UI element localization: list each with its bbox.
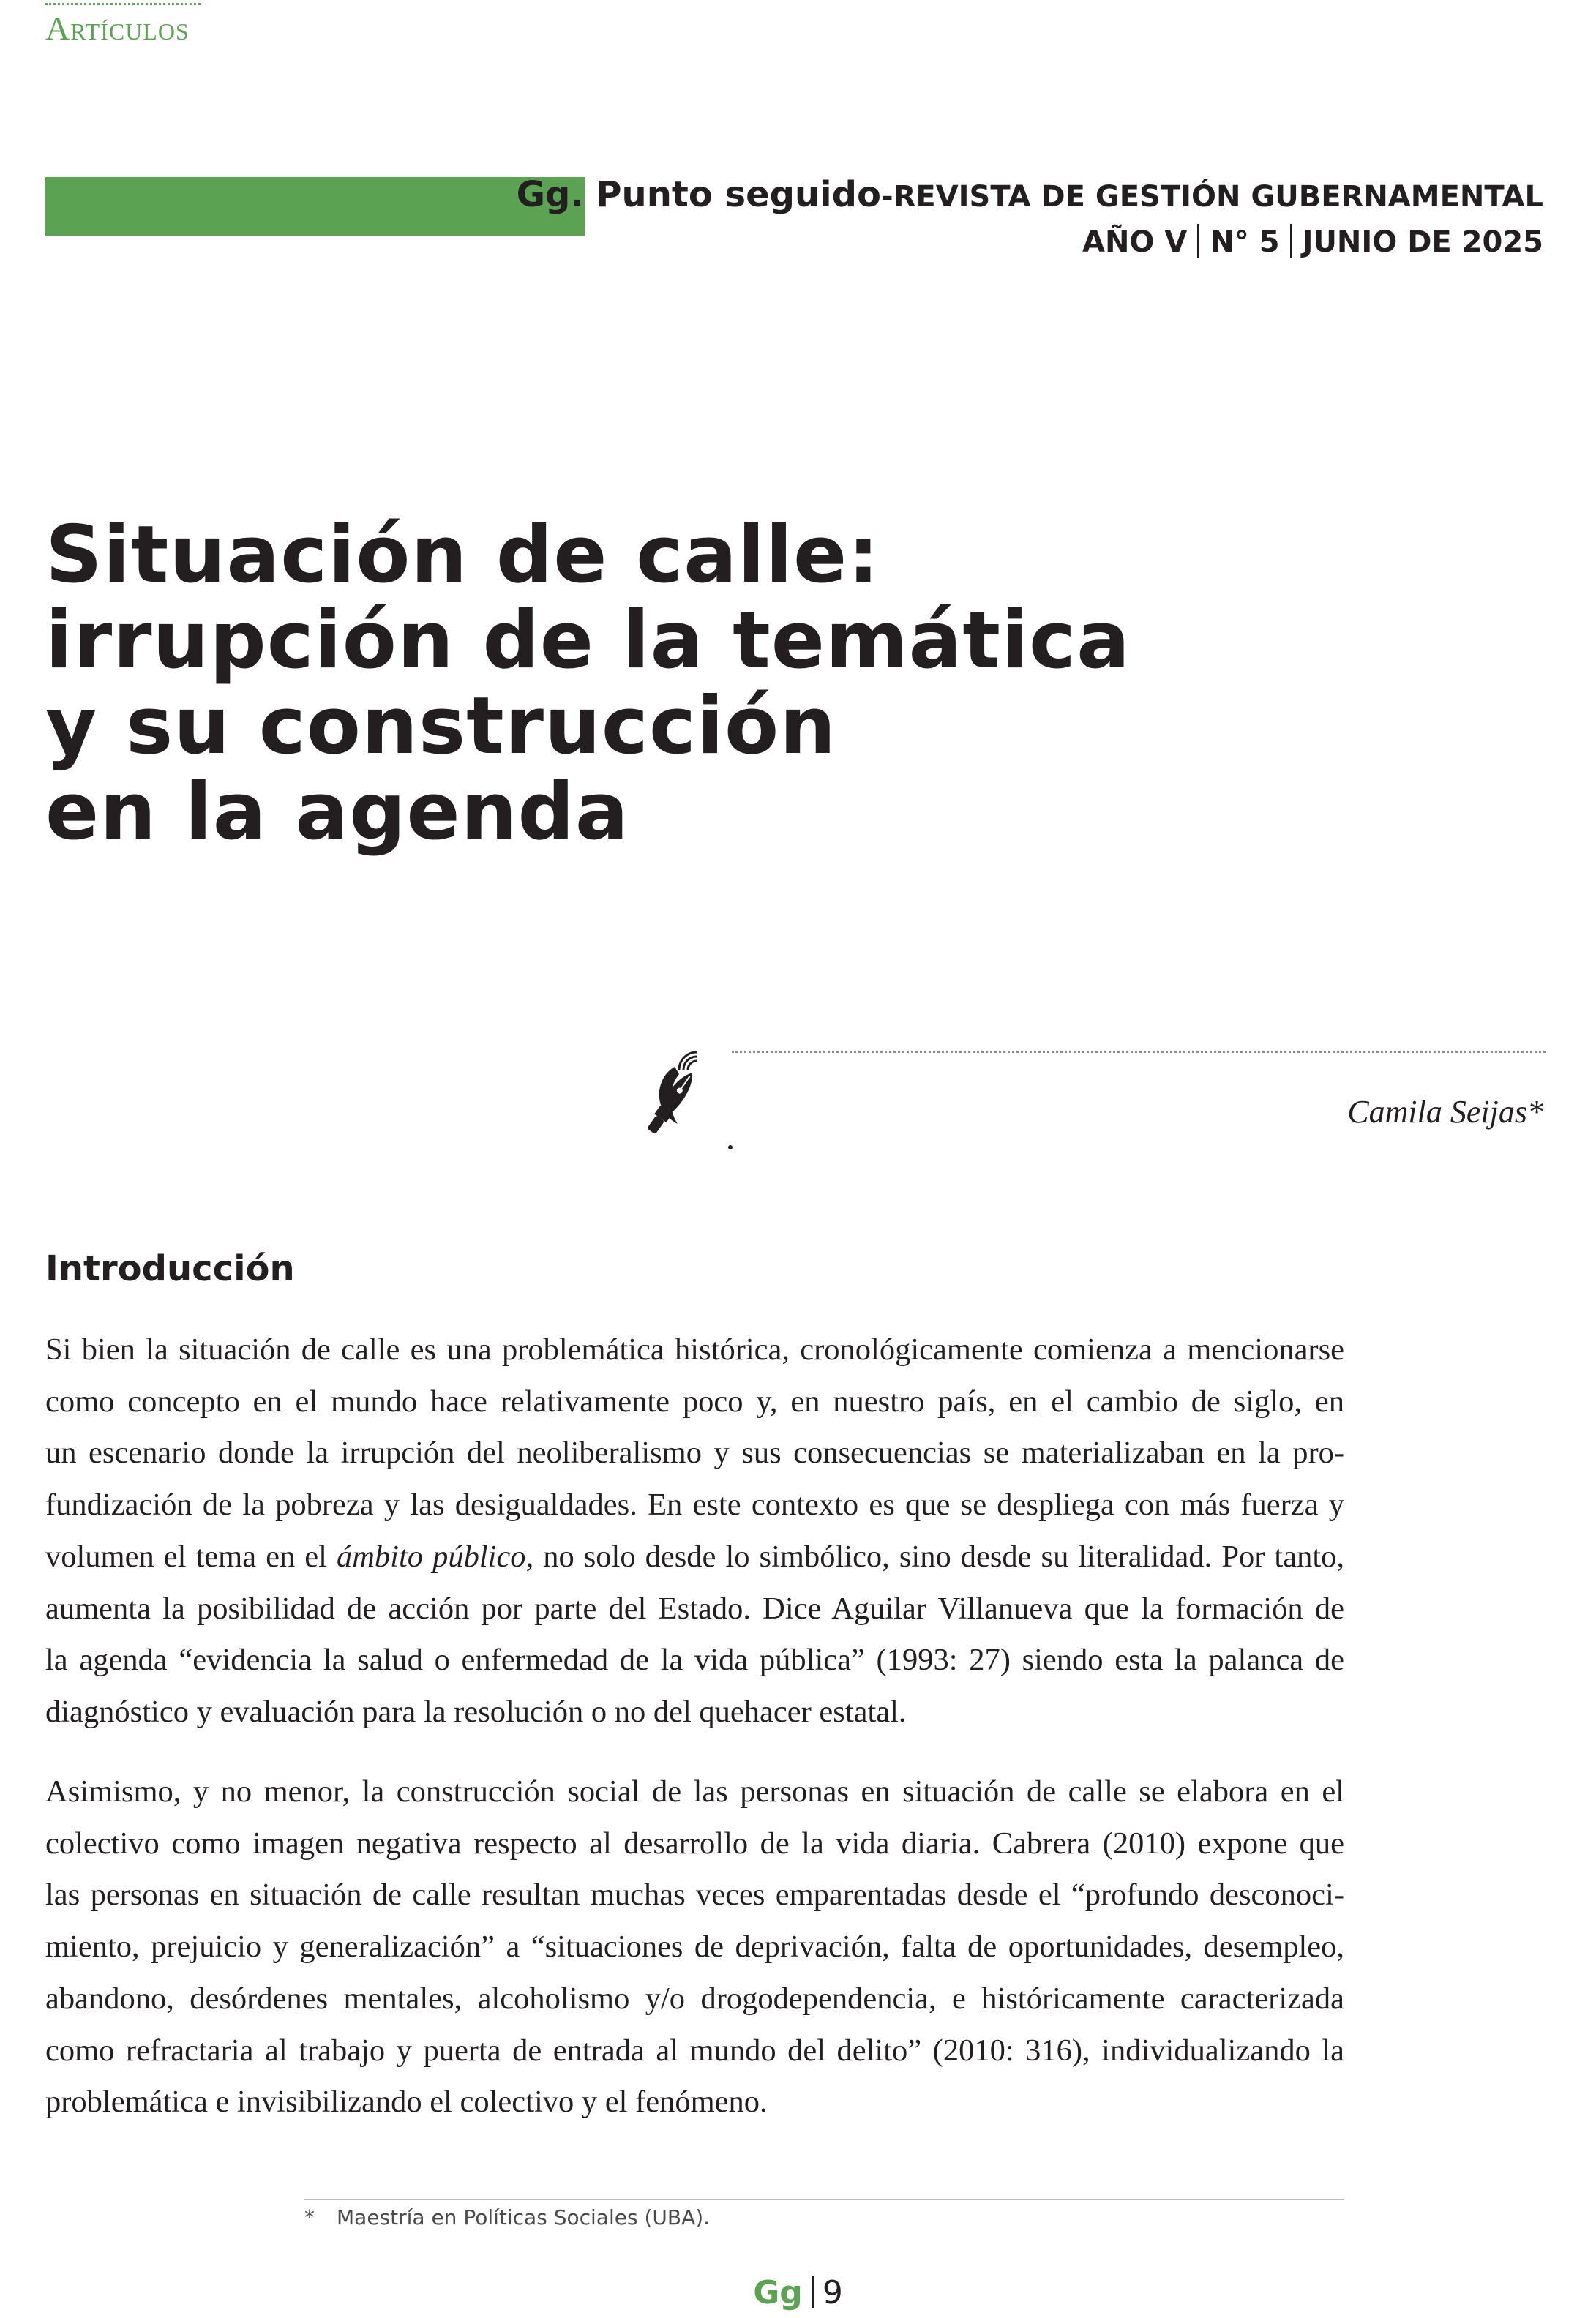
line-text: volumen el tema en el: [45, 1539, 337, 1574]
journal-issue-line: [517, 223, 1543, 261]
paragraph-line: como refractaria al trabajo y puerta de entrada al mundo del delito” (2010: 316), individualizando la: [45, 2033, 1344, 2068]
paragraph-intro: [45, 1324, 1344, 1738]
journal-name: Gg. Punto seguido: [516, 174, 881, 215]
issue-date: JUNIO DE 2025: [1302, 225, 1543, 259]
footer-brand: Gg: [753, 2274, 803, 2311]
paragraph-line: las personas en situación de calle resultan muchas veces emparentadas desde el “profundo desconoci-: [45, 1878, 1344, 1913]
paragraph-line: fundización de la pobreza y las desigualdades. En este contexto es que se despliega con más fuerza y: [45, 1488, 1344, 1523]
paragraph-line: [45, 1531, 1344, 1583]
issue-separator: [1197, 224, 1199, 258]
paragraph-second: [45, 1766, 1344, 2128]
paragraph-line: miento, prejuicio y generalización” a “situaciones de deprivación, falta de oportunidades, desempleo,: [45, 1929, 1344, 1965]
paragraph-line: como concepto en el mundo hace relativamente poco y, en nuestro país, en el cambio de siglo, en: [45, 1384, 1344, 1419]
footnote: [304, 2205, 710, 2229]
author-name: Camila Seijas*: [1347, 1094, 1543, 1130]
footnote-mark: *: [304, 2205, 315, 2229]
issue-year: AÑO V: [1082, 225, 1188, 259]
journal-header: [517, 174, 1543, 261]
paragraph-line: problemática e invisibilizando el colectivo y el fenómeno.: [45, 2085, 768, 2120]
footer-separator: [812, 2276, 814, 2308]
article-title: [45, 509, 1143, 858]
issue-separator: [1290, 224, 1292, 258]
footnote-divider: [304, 2199, 1344, 2200]
section-heading: Introducción: [45, 1248, 295, 1289]
paragraph-line: diagnóstico y evaluación para la resolución o no del quehacer estatal.: [45, 1694, 907, 1729]
journal-title-line: [517, 174, 1543, 223]
paragraph-line: aumenta la posibilidad de acción por parte del Estado. Dice Aguilar Villanueva que la formación de: [45, 1591, 1344, 1626]
journal-subtitle: -REVISTA DE GESTIÓN GUBERNAMENTAL: [880, 180, 1543, 214]
paragraph-line: Si bien la situación de calle es una problemática histórica, cronológicamente comienza a mencionarse: [45, 1332, 1344, 1367]
fountain-pen-icon: [635, 1048, 745, 1158]
section-tag: Artículos: [45, 10, 190, 47]
title-line: en la agenda: [45, 766, 629, 858]
paragraph-line: Asimismo, y no menor, la construcción social de las personas en situación de calle se elabora en el: [45, 1774, 1344, 1809]
title-line: irrupción de la temática: [45, 595, 1131, 686]
title-line: Situación de calle:: [45, 509, 880, 601]
header-accent-bar: [45, 177, 585, 236]
line-text: , no solo desde lo simbólico, sino desde su literalidad. Por tanto,: [525, 1539, 1344, 1574]
section-tag-rule: [45, 3, 201, 5]
emphasis-text: ámbito público: [336, 1539, 526, 1574]
title-line: y su construcción: [45, 680, 837, 772]
paragraph-line: abandono, desórdenes mentales, alcoholismo y/o drogodependencia, e históricamente caracterizada: [45, 1981, 1344, 2016]
issue-number: N° 5: [1210, 225, 1280, 259]
page-number: 9: [822, 2274, 843, 2311]
page-footer: [0, 2274, 1596, 2311]
paragraph-line: un escenario donde la irrupción del neoliberalismo y sus consecuencias se materializaban en la pro-: [45, 1436, 1344, 1471]
paragraph-line: colectivo como imagen negativa respecto al desarrollo de la vida diaria. Cabrera (2010) expone que: [45, 1826, 1344, 1861]
author-divider: [732, 1051, 1546, 1053]
footnote-text: Maestría en Políticas Sociales (UBA).: [337, 2205, 711, 2229]
paragraph-line: la agenda “evidencia la salud o enfermedad de la vida pública” (1993: 27) siendo esta la palanca de: [45, 1643, 1344, 1678]
